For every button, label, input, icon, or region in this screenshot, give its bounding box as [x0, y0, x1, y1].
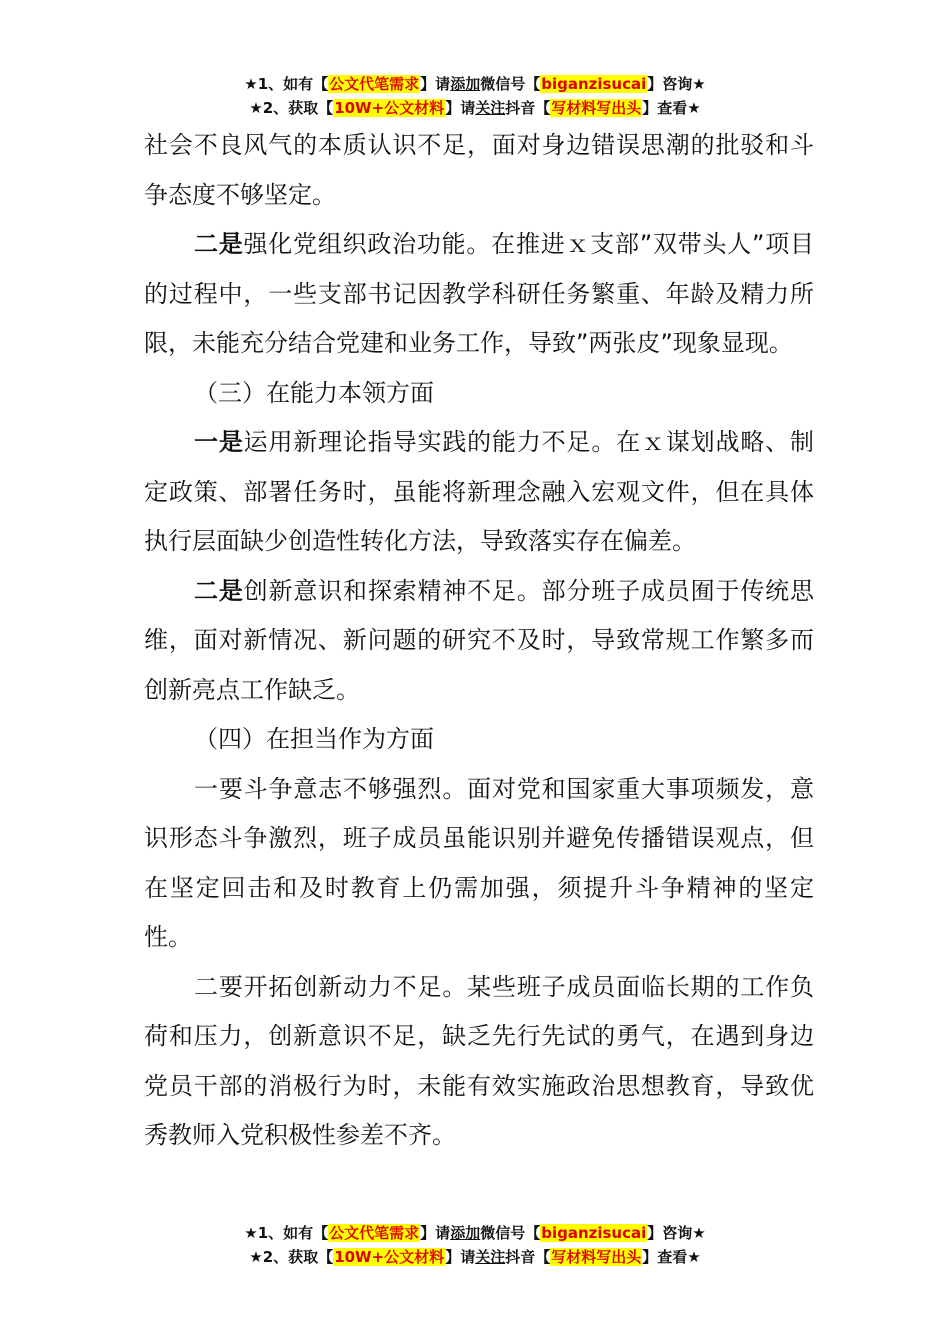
- banner-underline: 添加: [450, 75, 481, 93]
- banner-highlight: biganzisucai: [541, 1224, 647, 1242]
- paragraph-text: 强化党组织政治功能。在推进ｘ支部”双带头人”项目的过程中，一些支部书记因教学科研任务繁重、年龄及精力所限，未能充分结合党建和业务工作，导致”两张皮”现象显现。: [144, 230, 814, 357]
- banner-underline: 添加: [450, 1224, 481, 1242]
- footer-banner: [0, 1221, 950, 1269]
- paragraph-3: [144, 418, 814, 567]
- banner-text: 】请: [420, 75, 451, 93]
- banner-highlight: 公文代笔需求: [329, 75, 420, 93]
- banner-text: ★2、获取【: [249, 1248, 334, 1266]
- banner-text: 】咨询★: [647, 75, 706, 93]
- banner-highlight: 公文代笔需求: [329, 1224, 420, 1242]
- banner-text: 】请: [445, 99, 476, 117]
- banner-text: 】咨询★: [647, 1224, 706, 1242]
- banner-text: ★1、如有【: [244, 1224, 329, 1242]
- banner-highlight: biganzisucai: [541, 75, 647, 93]
- banner-text: ★2、获取【: [249, 99, 334, 117]
- heading-text: （三）在能力本领方面: [194, 378, 434, 407]
- banner-line-2: [0, 1245, 950, 1269]
- banner-text: 】请: [445, 1248, 476, 1266]
- paragraph-0: [144, 121, 814, 220]
- banner-highlight: 写材料写出头: [551, 99, 642, 117]
- heading-text: （四）在担当作为方面: [194, 725, 434, 753]
- banner-underline: 关注: [475, 1248, 506, 1266]
- paragraph-lead: 二是: [194, 230, 244, 258]
- banner-highlight: 写材料写出头: [551, 1248, 642, 1266]
- banner-highlight: 10W+公文材料: [334, 1248, 445, 1266]
- banner-line-1: [0, 72, 950, 96]
- paragraph-7: [144, 963, 814, 1161]
- section-heading-4: [144, 715, 814, 765]
- banner-text: 抖音【: [505, 1248, 551, 1266]
- banner-line-2: [0, 96, 950, 120]
- paragraph-text: 运用新理论指导实践的能力不足。在ｘ谋划战略、制定政策、部署任务时，虽能将新理念融入宏观文件，但在具体执行层面缺少创造性转化方法，导致落实存在偏差。: [144, 428, 815, 555]
- document-body: [144, 121, 814, 1161]
- paragraph-text: 社会不良风气的本质认识不足，面对身边错误思潮的批驳和斗争态度不够坚定。: [144, 131, 814, 209]
- paragraph-text: 一要斗争意志不够强烈。面对党和国家重大事项频发，意识形态斗争激烈，班子成员虽能识别并避免传播错误观点，但在坚定回击和及时教育上仍需加强，须提升斗争精神的坚定性。: [144, 774, 814, 951]
- paragraph-lead: 二是: [194, 576, 244, 605]
- banner-highlight: 10W+公文材料: [334, 99, 445, 117]
- paragraph-text: 二要开拓创新动力不足。某些班子成员面临长期的工作负荷和压力，创新意识不足，缺乏先行先试的勇气，在遇到身边党员干部的消极行为时，未能有效实施政治思想教育，导致优秀教师入党积极性参差不齐。: [144, 972, 814, 1149]
- paragraph-lead: 一是: [194, 428, 244, 456]
- paragraph-6: [144, 765, 814, 963]
- banner-text: 】查看★: [642, 1248, 701, 1266]
- banner-text: ★1、如有【: [244, 75, 329, 93]
- section-heading-3: [144, 369, 814, 419]
- banner-text: 】请: [420, 1224, 451, 1242]
- paragraph-4: [144, 567, 814, 716]
- banner-underline: 关注: [475, 99, 506, 117]
- banner-line-1: [0, 1221, 950, 1245]
- header-banner: [0, 72, 950, 120]
- paragraph-1: [144, 220, 814, 369]
- paragraph-text: 创新意识和探索精神不足。部分班子成员囿于传统思维，面对新情况、新问题的研究不及时，导致常规工作繁多而创新亮点工作缺乏。: [144, 576, 815, 704]
- banner-text: 微信号【: [480, 1224, 541, 1242]
- banner-text: 微信号【: [480, 75, 541, 93]
- banner-text: 抖音【: [505, 99, 551, 117]
- banner-text: 】查看★: [642, 99, 701, 117]
